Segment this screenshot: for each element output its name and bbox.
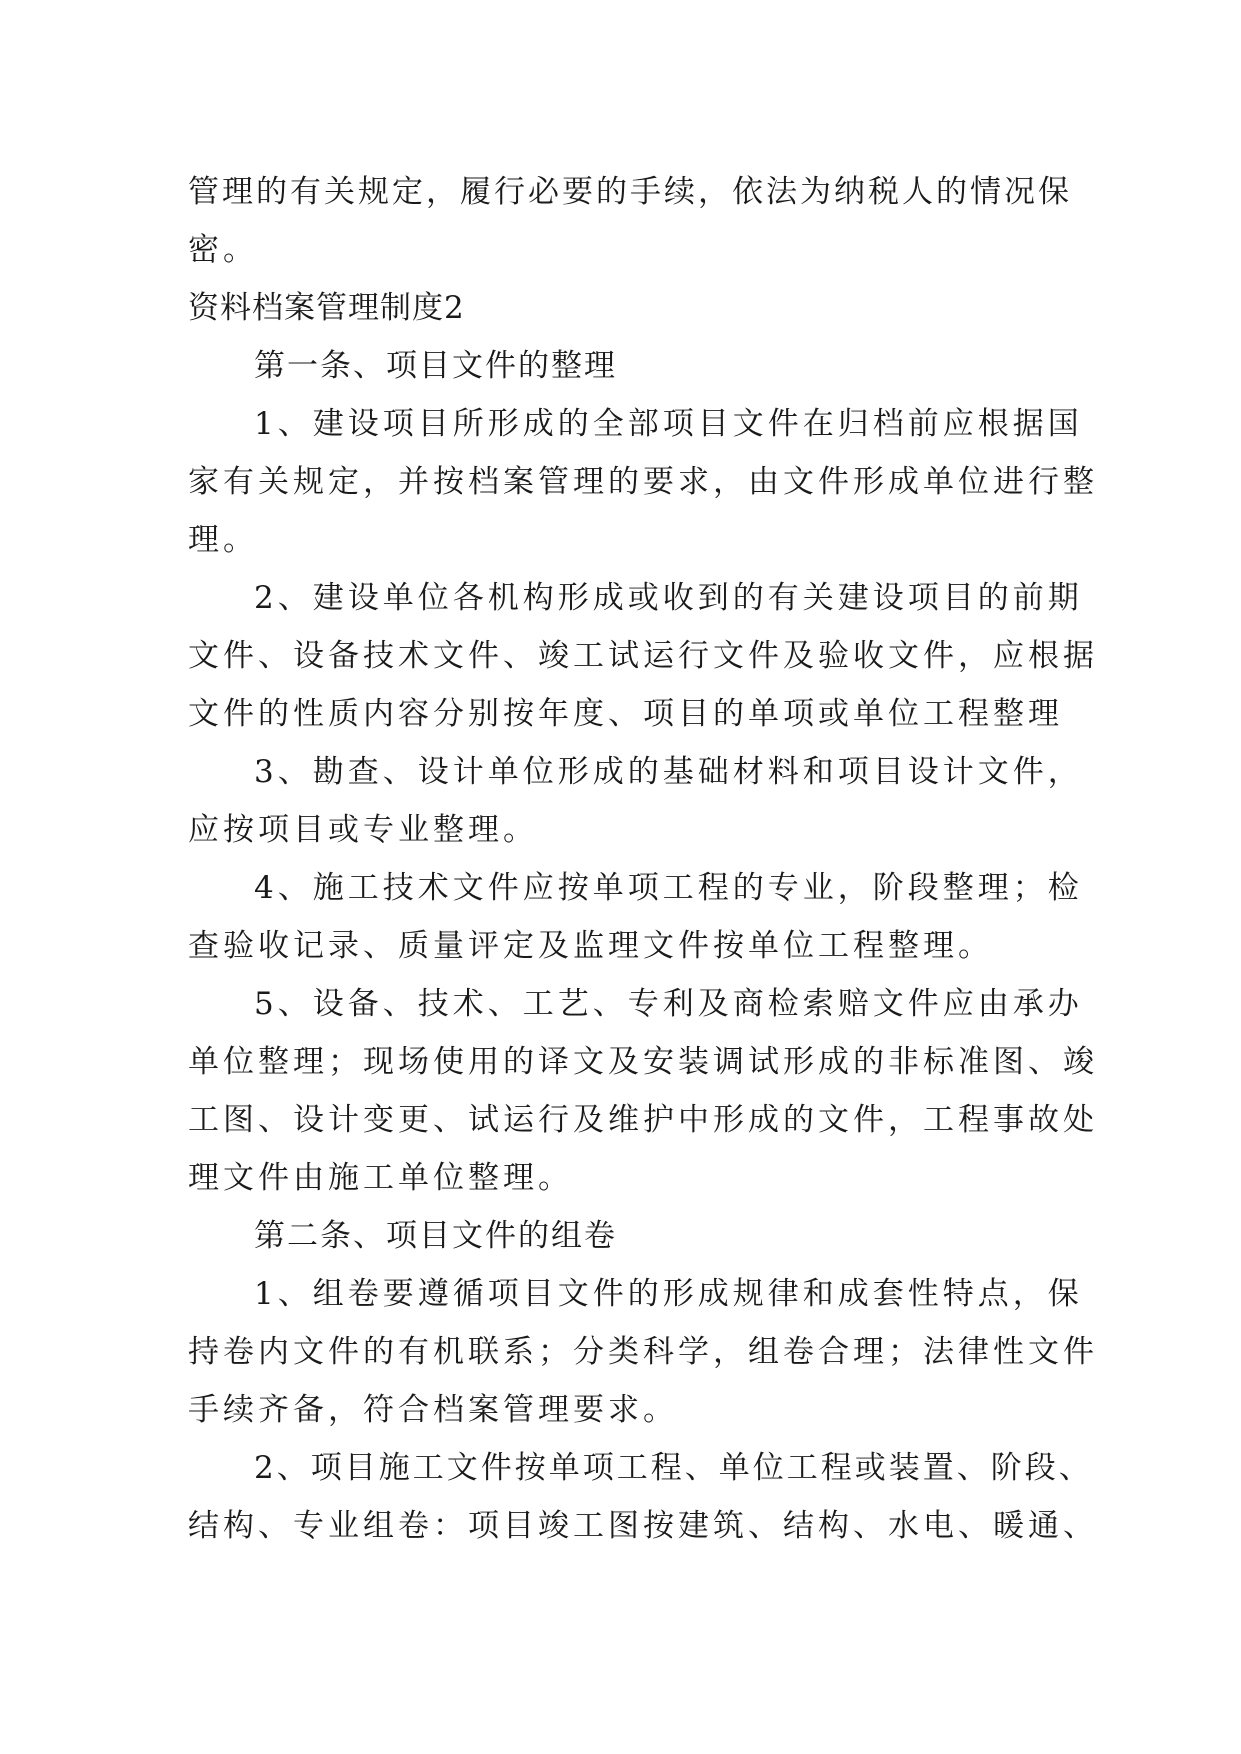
text-line: 工图、设计变更、试运行及维护中形成的文件，工程事故处 xyxy=(188,1102,1098,1138)
text-line: 4、施工技术文件应按单项工程的专业，阶段整理；检 xyxy=(254,870,1083,906)
article-heading: 第二条、项目文件的组卷 xyxy=(254,1218,617,1254)
text-line: 3、勘查、设计单位形成的基础材料和项目设计文件， xyxy=(254,754,1083,790)
text-line: 1、建设项目所形成的全部项目文件在归档前应根据国 xyxy=(254,406,1083,442)
text-line: 密。 xyxy=(188,232,258,268)
text-line: 单位整理；现场使用的译文及安装调试形成的非标准图、竣 xyxy=(188,1044,1098,1080)
section-heading: 资料档案管理制度2 xyxy=(188,290,465,326)
text-line: 管理的有关规定，履行必要的手续，依法为纳税人的情况保 xyxy=(188,174,1072,210)
text-line: 持卷内文件的有机联系；分类科学，组卷合理；法律性文件 xyxy=(188,1334,1098,1370)
text-line: 手续齐备，符合档案管理要求。 xyxy=(188,1392,678,1428)
text-line: 文件、设备技术文件、竣工试运行文件及验收文件，应根据 xyxy=(188,638,1098,674)
document-body xyxy=(188,163,1098,1555)
text-line: 家有关规定，并按档案管理的要求，由文件形成单位进行整 xyxy=(188,464,1098,500)
text-line: 1、组卷要遵循项目文件的形成规律和成套性特点，保 xyxy=(254,1276,1083,1312)
text-line: 2、项目施工文件按单项工程、单位工程或装置、阶段、 xyxy=(254,1450,1093,1486)
text-line: 5、设备、技术、工艺、专利及商检索赔文件应由承办 xyxy=(254,986,1083,1022)
text-line: 理。 xyxy=(188,522,258,558)
text-line: 查验收记录、质量评定及监理文件按单位工程整理。 xyxy=(188,928,993,964)
text-line: 2、建设单位各机构形成或收到的有关建设项目的前期 xyxy=(254,580,1083,616)
article-heading: 第一条、项目文件的整理 xyxy=(254,348,617,384)
text-line: 文件的性质内容分别按年度、项目的单项或单位工程整理 xyxy=(188,696,1063,732)
text-line: 理文件由施工单位整理。 xyxy=(188,1160,573,1196)
text-line: 结构、专业组卷：项目竣工图按建筑、结构、水电、暖通、 xyxy=(188,1508,1098,1544)
text-line: 应按项目或专业整理。 xyxy=(188,812,538,848)
